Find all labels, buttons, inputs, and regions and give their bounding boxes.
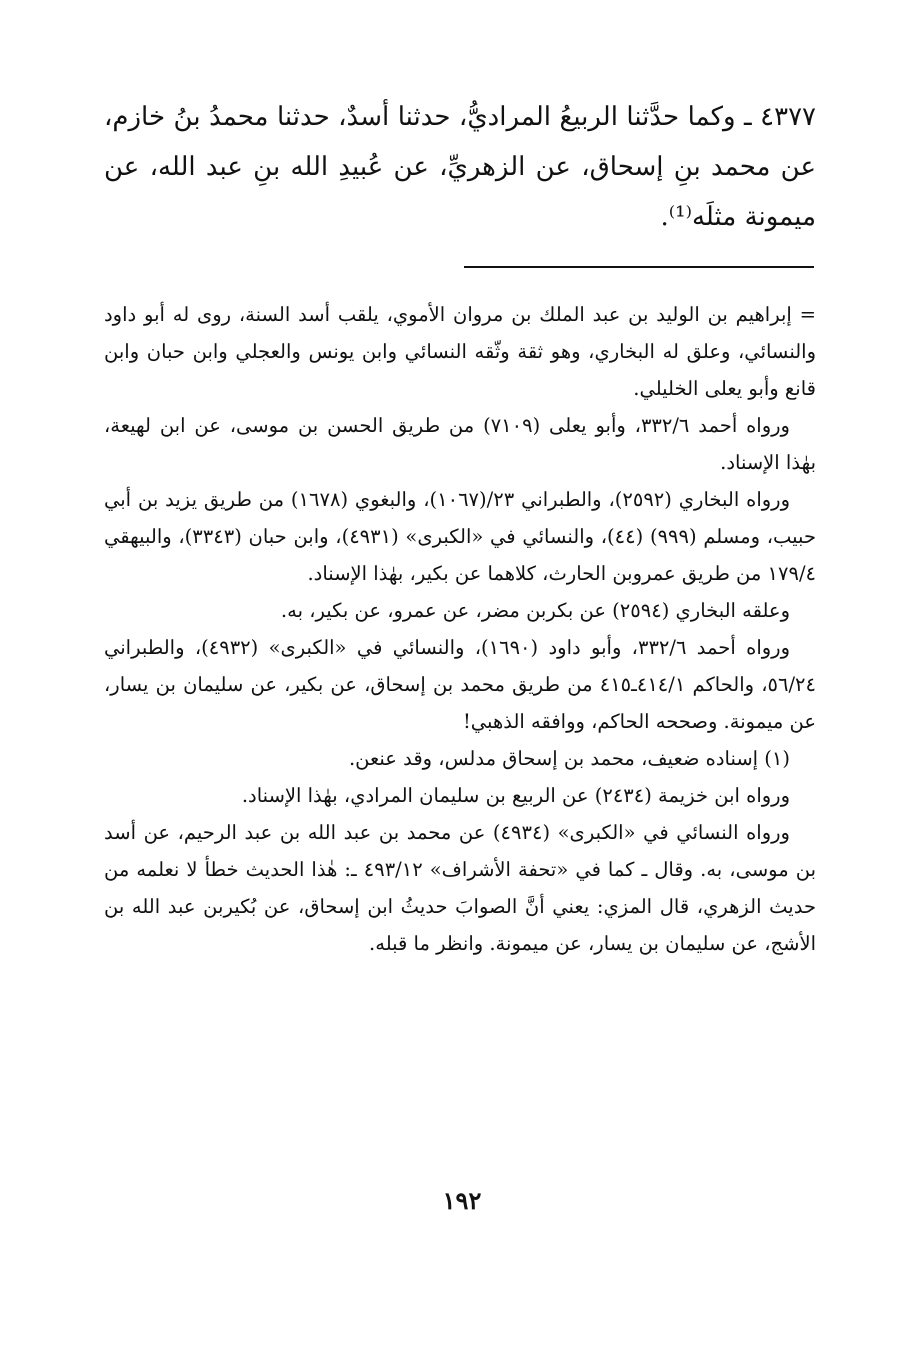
footnote-paragraph: ورواه البخاري (٢٥٩٢)، والطبراني ٢٣/(١٠٦٧)، والبغوي (١٦٧٨) من طريق يزيد بن أبي حبيب، ومسلم (٩٩٩) (٤٤)، والنسائي في «الكبرى» (٤٩٣١)، وابن حبان (٣٣٤٣)، والبيهقي ١٧٩/٤ من طريق عمروبن الحارث، كلاهما عن بكير، بهٰذا الإسناد. [104,488,816,585]
page-number: ١٩٢ [442,1186,482,1215]
footnote-separator [464,266,814,268]
footnotes [104,296,816,962]
main-text [104,92,816,242]
footnote-paragraph: ورواه أحمد ٣٣٢/٦، وأبو يعلى (٧١٠٩) من طريق الحسن بن موسى، عن ابن لهيعة، بهٰذا الإسناد. [104,414,816,474]
footnote-paragraph: (١) إسناده ضعيف، محمد بن إسحاق مدلس، وقد عنعن. [348,747,790,770]
footnote-paragraph: = إبراهيم بن الوليد بن عبد الملك بن مروان الأموي، يلقب أسد السنة، روى له أبو داود والنسائي، وعلق له البخاري، وهو ثقة وثّقه النسائي وابن يونس والعجلي وابن حبان وابن قانع وأبو يعلى الخليلي. [104,303,816,400]
footnote-paragraph: وعلقه البخاري (٢٥٩٤) عن بكربن مضر، عن عمرو، عن بكير، به. [280,599,790,622]
footnote-paragraph: ورواه ابن خزيمة (٢٤٣٤) عن الربيع بن سليمان المرادي، بهٰذا الإسناد. [241,784,790,807]
footnote-paragraph: ورواه النسائي في «الكبرى» (٤٩٣٤) عن محمد بن عبد الله بن عبد الرحيم، عن أسد بن موسى، به. وقال ـ كما في «تحفة الأشراف» ٤٩٣/١٢ ـ: هٰذا الحديث خطأ لا نعلمه من حديث الزهري، قال المزي: يعني أنَّ الصوابَ حديثُ ابن إسحاق، عن بُكيربن عبد الله بن الأشج، عن سليمان بن يسار، عن ميمونة. وانظر ما قبله. [104,821,816,955]
hadith-paragraph: ٤٣٧٧ ـ وكما حدَّثنا الربيعُ المراديُّ، حدثنا أسدٌ، حدثنا محمدُ بنُ خازم، عن محمد بنِ إسحاق، عن الزهريِّ، عن عُبيدِ الله بنِ عبد الله، عن ميمونة مثلَه⁽¹⁾. [104,102,816,232]
footnote-paragraph: ورواه أحمد ٣٣٢/٦، وأبو داود (١٦٩٠)، والنسائي في «الكبرى» (٤٩٣٢)، والطبراني ٥٦/٢٤، والحاكم ٤١٤/١ـ٤١٥ من طريق محمد بن إسحاق، عن بكير، عن سليمان بن يسار، عن ميمونة. وصححه الحاكم، ووافقه الذهبي! [104,636,816,733]
